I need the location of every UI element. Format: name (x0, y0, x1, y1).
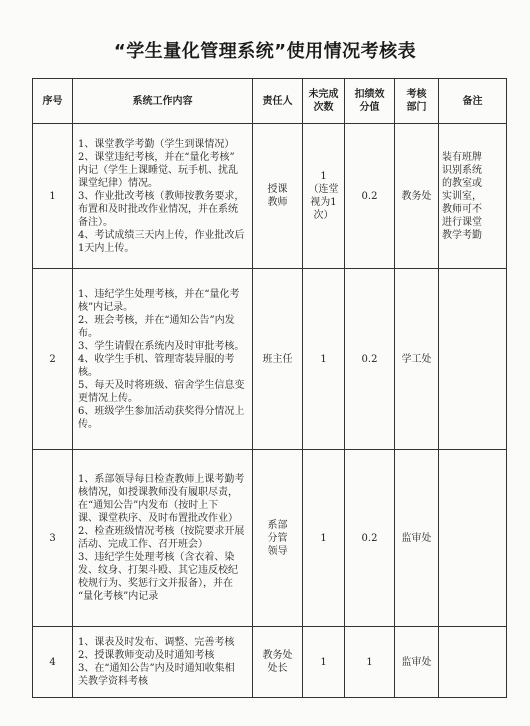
col-header-content: 系统工作内容 (73, 79, 253, 124)
remark-line: 实训室， (442, 190, 482, 202)
remark (439, 627, 507, 698)
remark-line: 教学考勤 (442, 229, 482, 241)
work-content-line: 1、系部领导每日检查教师上课考勤考 (78, 474, 245, 485)
work-content-line: 核”内记录。 (78, 301, 134, 313)
incomplete-count-line: 1 (320, 353, 327, 365)
table-row (33, 627, 507, 698)
responsible-person-line: 教务处 (262, 650, 293, 661)
deduction-score: 1 (345, 627, 395, 698)
incomplete-count-line: （连堂 (308, 184, 339, 195)
table-row (33, 450, 507, 627)
row-number: 2 (33, 269, 73, 450)
deduction-score: 0.2 (345, 450, 395, 627)
work-content-line: 内记（学生上课睡觉、玩手机、扰乱 (78, 164, 238, 176)
work-content-line: 课堂纪律）情况。 (78, 177, 158, 189)
work-content-line: 3、作业批改考核（教师按教务要求， (78, 190, 245, 202)
row-number: 3 (33, 450, 73, 627)
work-content-line: 4、收学生手机、管理寄装异服的考 (78, 353, 235, 365)
work-content (73, 450, 253, 627)
remark-line: 的教室或 (442, 177, 482, 189)
work-content-line: 关教学资料考核 (78, 676, 148, 687)
work-content-line: 5、每天及时将班级、宿舍学生信息变 (78, 379, 245, 391)
incomplete-count (303, 627, 345, 698)
responsible-person-line: 分管 (267, 532, 288, 544)
responsible-person-line: 班主任 (262, 353, 293, 365)
deduction-score: 0.2 (345, 124, 395, 269)
work-content-line: 活动、完成工作、召开班会） (78, 539, 208, 550)
assessing-dept: 监审处 (395, 627, 439, 698)
work-content-line: 更情况上传。 (78, 392, 138, 404)
incomplete-count (303, 124, 345, 269)
work-content-line: 4、考试成绩三天内上传，作业批改后 (78, 229, 245, 241)
responsible-person (253, 269, 303, 450)
responsible-person (253, 450, 303, 627)
work-content-line: 6、班级学生参加活动获奖得分情况上 (78, 405, 245, 417)
work-content-line: 1、违纪学生处理考核，并在“量化考 (78, 288, 240, 300)
incomplete-count-line: 视为1 (310, 197, 337, 208)
remark-line: 进行课堂 (442, 216, 482, 228)
work-content (73, 269, 253, 450)
row-number: 4 (33, 627, 73, 698)
work-content-line: 2、班会考核，并在“通知公告”内发 (78, 314, 235, 326)
incomplete-count-line: 1 (320, 171, 327, 182)
work-content-line: 1天内上传。 (78, 242, 135, 254)
incomplete-count-line: 1 (320, 532, 327, 544)
col-header-count: 未完成 次数 (303, 79, 345, 124)
incomplete-count-line: 次） (313, 210, 334, 221)
col-header-remark: 备注 (439, 79, 507, 124)
work-content (73, 627, 253, 698)
row-number: 1 (33, 124, 73, 269)
work-content-line: 布。 (78, 327, 98, 339)
work-content-line: 1、课表及时发布、调整、完善考核 (78, 637, 235, 648)
work-content-line: 备注）。 (78, 216, 113, 228)
responsible-person (253, 627, 303, 698)
work-content-line: 发、纹身、打架斗殴、其它违反校纪 (78, 565, 238, 576)
responsible-person-line: 授课 (267, 184, 288, 195)
incomplete-count (303, 269, 345, 450)
deduction-score: 0.2 (345, 269, 395, 450)
col-header-no: 序号 (33, 79, 73, 124)
work-content-line: 课、课堂秩序、及时布置批改作业） (78, 513, 238, 524)
table-header-row (33, 79, 507, 124)
responsible-person-line: 处长 (267, 663, 288, 674)
work-content-line: “量化考核”内记录 (78, 591, 159, 602)
table-row (33, 269, 507, 450)
incomplete-count-line: 1 (320, 656, 327, 668)
assessment-table (32, 78, 507, 698)
work-content-line: 3、违纪学生处理考核（含衣着、染 (78, 552, 235, 563)
work-content-line: 2、检查班级情况考核（按院要求开展 (78, 526, 245, 537)
responsible-person (253, 124, 303, 269)
col-header-dept: 考核 部门 (395, 79, 439, 124)
remark (439, 450, 507, 627)
work-content-line: 3、在“通知公告”内及时通知收集相 (78, 663, 235, 674)
incomplete-count (303, 450, 345, 627)
responsible-person-line: 系部 (267, 519, 288, 531)
remark-line: 教师可不 (442, 203, 482, 215)
remark-line: 装有班牌 (442, 151, 482, 163)
responsible-person-line: 教师 (267, 197, 288, 208)
document-title: “学生量化管理系统”使用情况考核表 (113, 41, 417, 62)
work-content-line: 核。 (78, 366, 98, 378)
work-content-line: 1、课堂教学考勤（学生到课情况） (78, 138, 235, 150)
remark-line: 识别系统 (442, 164, 482, 176)
remark (439, 269, 507, 450)
work-content-line: 传。 (78, 418, 98, 430)
col-header-score: 扣绩效 分值 (345, 79, 395, 124)
assessing-dept: 监审处 (395, 450, 439, 627)
assessing-dept: 教务处 (395, 124, 439, 269)
responsible-person-line: 领导 (267, 545, 288, 557)
work-content-line: 校规行为、奖惩行文并报备），并在 (78, 578, 233, 589)
work-content-line: 2、课堂违纪考核，并在“量化考核” (78, 151, 235, 163)
work-content-line: 3、学生请假在系统内及时审批考核。 (78, 340, 245, 352)
col-header-owner: 责任人 (253, 79, 303, 124)
assessing-dept: 学工处 (395, 269, 439, 450)
remark (439, 124, 507, 269)
work-content (73, 124, 253, 269)
work-content-line: 在“通知公告”内发布（按时上下 (78, 500, 219, 511)
work-content-line: 核情况，如授课教师没有履职尽责， (78, 487, 238, 498)
work-content-line: 布置和及时批改作业情况，并在系统 (78, 203, 238, 215)
table-row (33, 124, 507, 269)
work-content-line: 2、授课教师变动及时通知考核 (78, 650, 215, 661)
